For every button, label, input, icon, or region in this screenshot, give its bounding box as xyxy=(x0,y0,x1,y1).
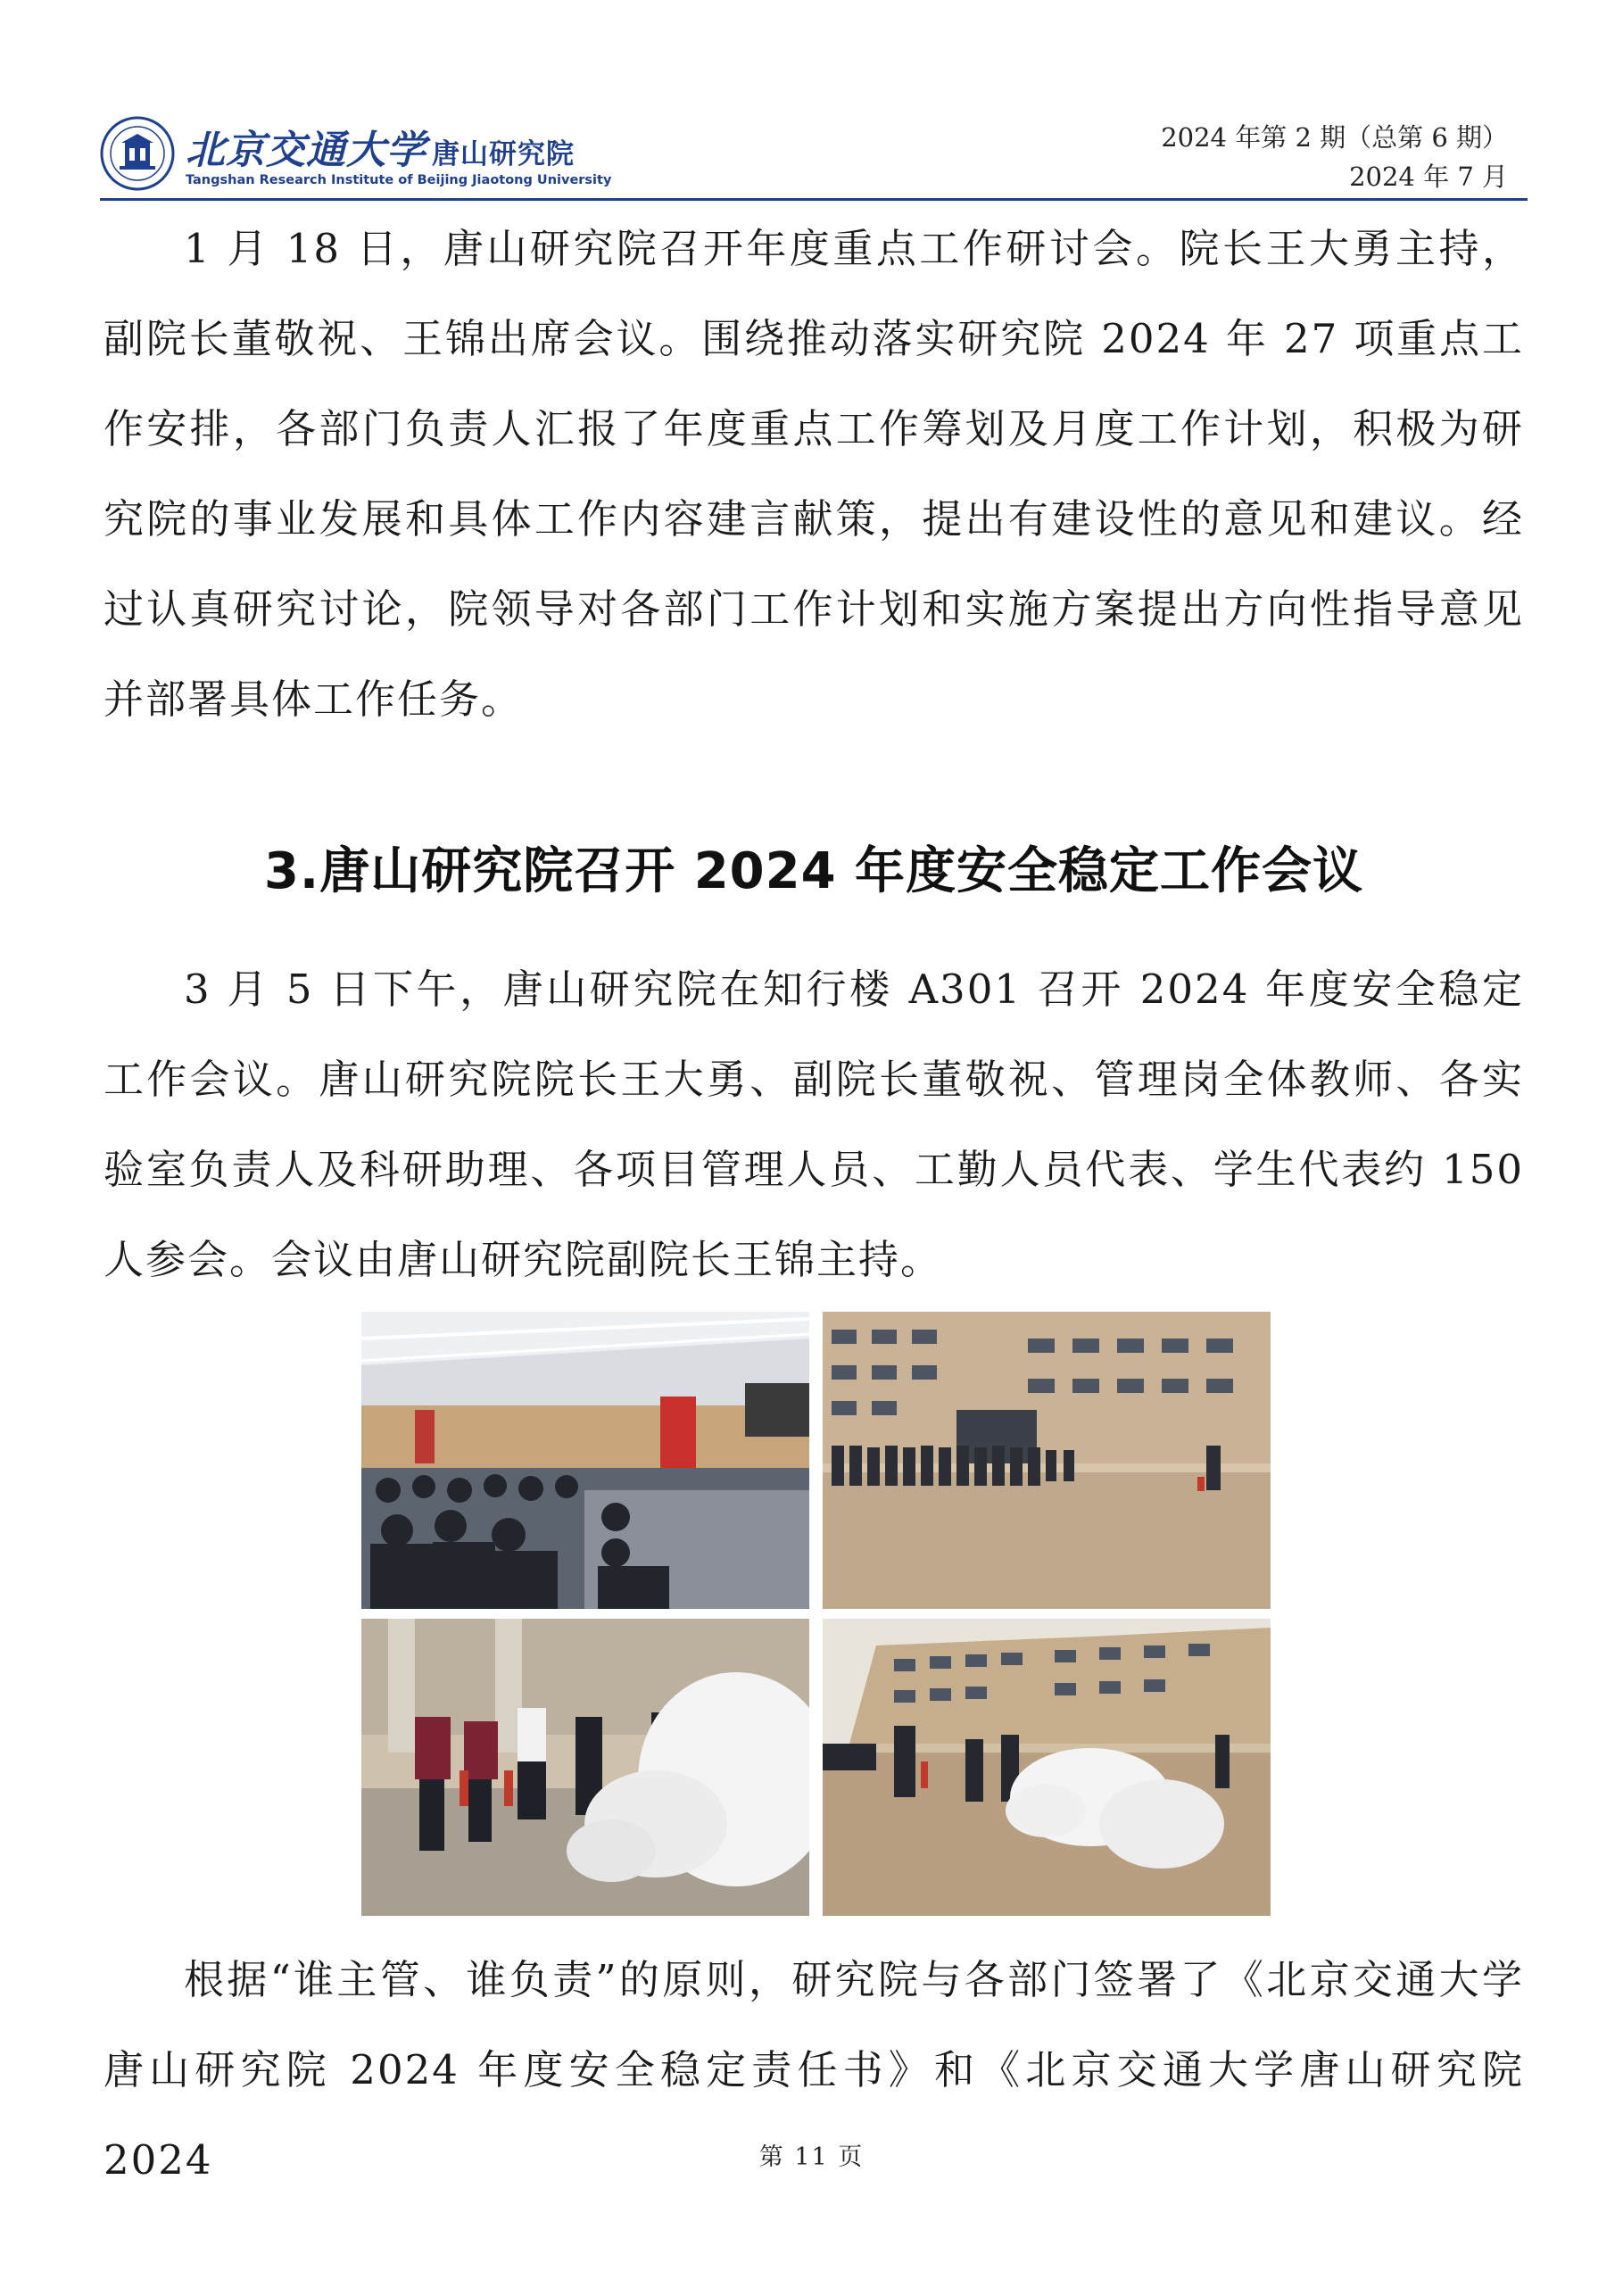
page-header xyxy=(100,105,1528,203)
meeting-hall-photo xyxy=(361,1312,809,1609)
issue-info xyxy=(1161,118,1508,196)
paragraph-work-seminar: 1 月 18 日，唐山研究院召开年度重点工作研讨会。院长王大勇主持，副院长董敬祝、王锦出席会议。围绕推动落实研究院 2024 年 27 项重点工作安排，各部门负责人汇报了年度重点工作筹划及月度工作计划，积极为研究院的事业发展和具体工作内容建言献策，提出有建设性的意见和建议。经过认真研究讨论，院领导对各部门工作计划和实施方案提出方向性指导意见并部署具体工作任务。 xyxy=(104,225,1524,723)
university-seal-icon xyxy=(100,116,175,191)
paragraph-responsibility: 根据“谁主管、谁负责”的原则，研究院与各部门签署了《北京交通大学唐山研究院 2024 年度安全稳定责任书》和《北京交通大学唐山研究院 2024 xyxy=(104,1956,1524,2184)
fire-drill-courtyard-photo xyxy=(823,1619,1271,1916)
section-title: 3.唐山研究院召开 2024 年度安全稳定工作会议 xyxy=(263,842,1364,900)
institution-logo-text: 北京交通大学 唐山研究院 xyxy=(186,128,575,173)
header-divider xyxy=(100,198,1528,201)
institution-logo-subtitle: 唐山研究院 xyxy=(432,138,575,170)
issue-number: 2024 年第 2 期（总第 6 期） xyxy=(1161,122,1508,153)
paragraph-safety-meeting: 3 月 5 日下午，唐山研究院在知行楼 A301 召开 2024 年度安全稳定工作会议。唐山研究院院长王大勇、副院长董敬祝、管理岗全体教师、各实验室负责人及科研助理、各项目管理人员、工勤人员代表、学生代表约 150 人参会。会议由唐山研究院副院长王锦主持。 xyxy=(104,966,1524,1283)
issue-date: 2024 年 7 月 xyxy=(1349,162,1508,192)
institution-english-name: Tangshan Research Institute of Beijing Jiaotong University xyxy=(186,173,612,187)
courtyard-assembly-photo xyxy=(823,1312,1271,1609)
fire-extinguisher-drill-photo xyxy=(361,1619,809,1916)
page-number: 第 11 页 xyxy=(758,2143,865,2171)
